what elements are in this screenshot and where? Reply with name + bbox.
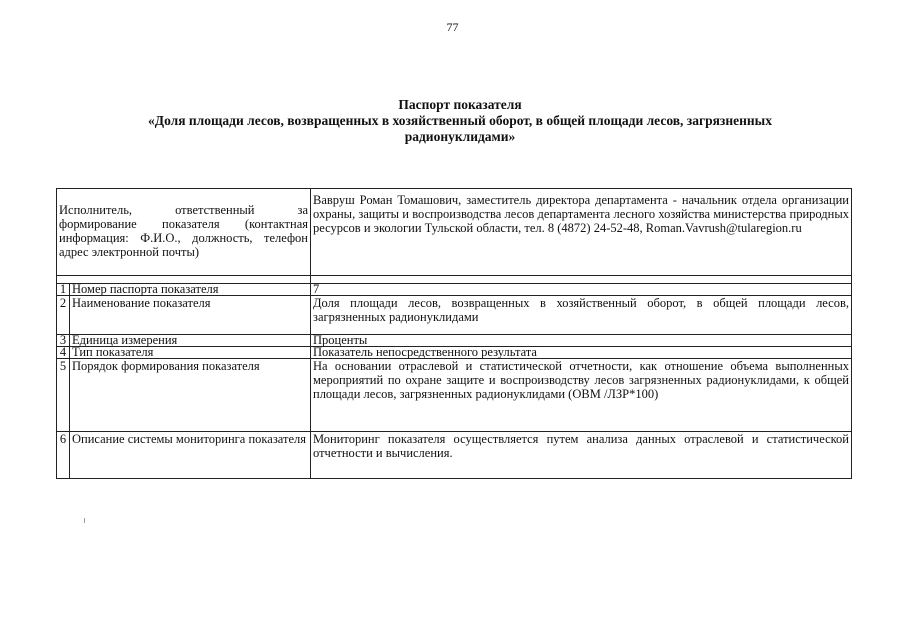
row-number: 1 [57, 284, 70, 296]
row-number: 5 [57, 359, 70, 432]
page-number: 77 [446, 20, 459, 34]
row-label: Наименование показателя [70, 296, 311, 335]
table-row [57, 296, 852, 335]
row-number: 6 [57, 432, 70, 479]
table-row-executor [57, 189, 852, 276]
table-row [57, 359, 852, 432]
row-value: Доля площади лесов, возвращенных в хозяйственный оборот, в общей площади лесов, загрязненных радионуклидами [311, 296, 852, 335]
row-value: На основании отраслевой и статистической отчетности, как отношение объема выполненных мероприятий по охране защите и воспроизводству лесов загрязненных радионуклидами, к общей площади лесов, загрязненных радионуклидами (ОВМ /ЛЗР*100) [311, 359, 852, 432]
table-row [57, 432, 852, 479]
document-title [90, 97, 830, 145]
title-line-2: «Доля площади лесов, возвращенных в хозяйственный оборот, в общей площади лесов, загрязненных [148, 113, 772, 128]
row-label: Тип показателя [70, 347, 311, 359]
row-number: 4 [57, 347, 70, 359]
row-value: Мониторинг показателя осуществляется путем анализа данных отраслевой и статистической отчетности и вычисления. [311, 432, 852, 479]
row-number: 2 [57, 296, 70, 335]
table-row [57, 347, 852, 359]
scan-artifact-mark [84, 518, 85, 523]
row-label: Описание системы мониторинга показателя [70, 432, 311, 479]
row-value: Показатель непосредственного результата [311, 347, 852, 359]
title-line-3: радионуклидами» [404, 129, 516, 144]
row-value: Проценты [311, 335, 852, 347]
row-label: Порядок формирования показателя [70, 359, 311, 432]
indicator-passport-table [56, 188, 852, 479]
title-line-1: Паспорт показателя [398, 97, 522, 112]
row-label: Единица измерения [70, 335, 311, 347]
row-number: 3 [57, 335, 70, 347]
row-label: Номер паспорта показателя [70, 284, 311, 296]
executor-value: Вавруш Роман Томашович, заместитель директора департамента - начальник отдела организации охраны, защиты и воспроизводства лесов департамента лесного хозяйства министерства природных ресурсов и экологии Тульской области, тел. 8 (4872) 24-52-48, Roman.Vavrush@tularegion.ru [311, 189, 852, 276]
executor-label: Исполнитель, ответственный за формирование показателя (контактная информация: Ф.И.О., должность, телефон адрес электронной почты) [57, 189, 311, 276]
table-row [57, 284, 852, 296]
row-value: 7 [311, 284, 852, 296]
